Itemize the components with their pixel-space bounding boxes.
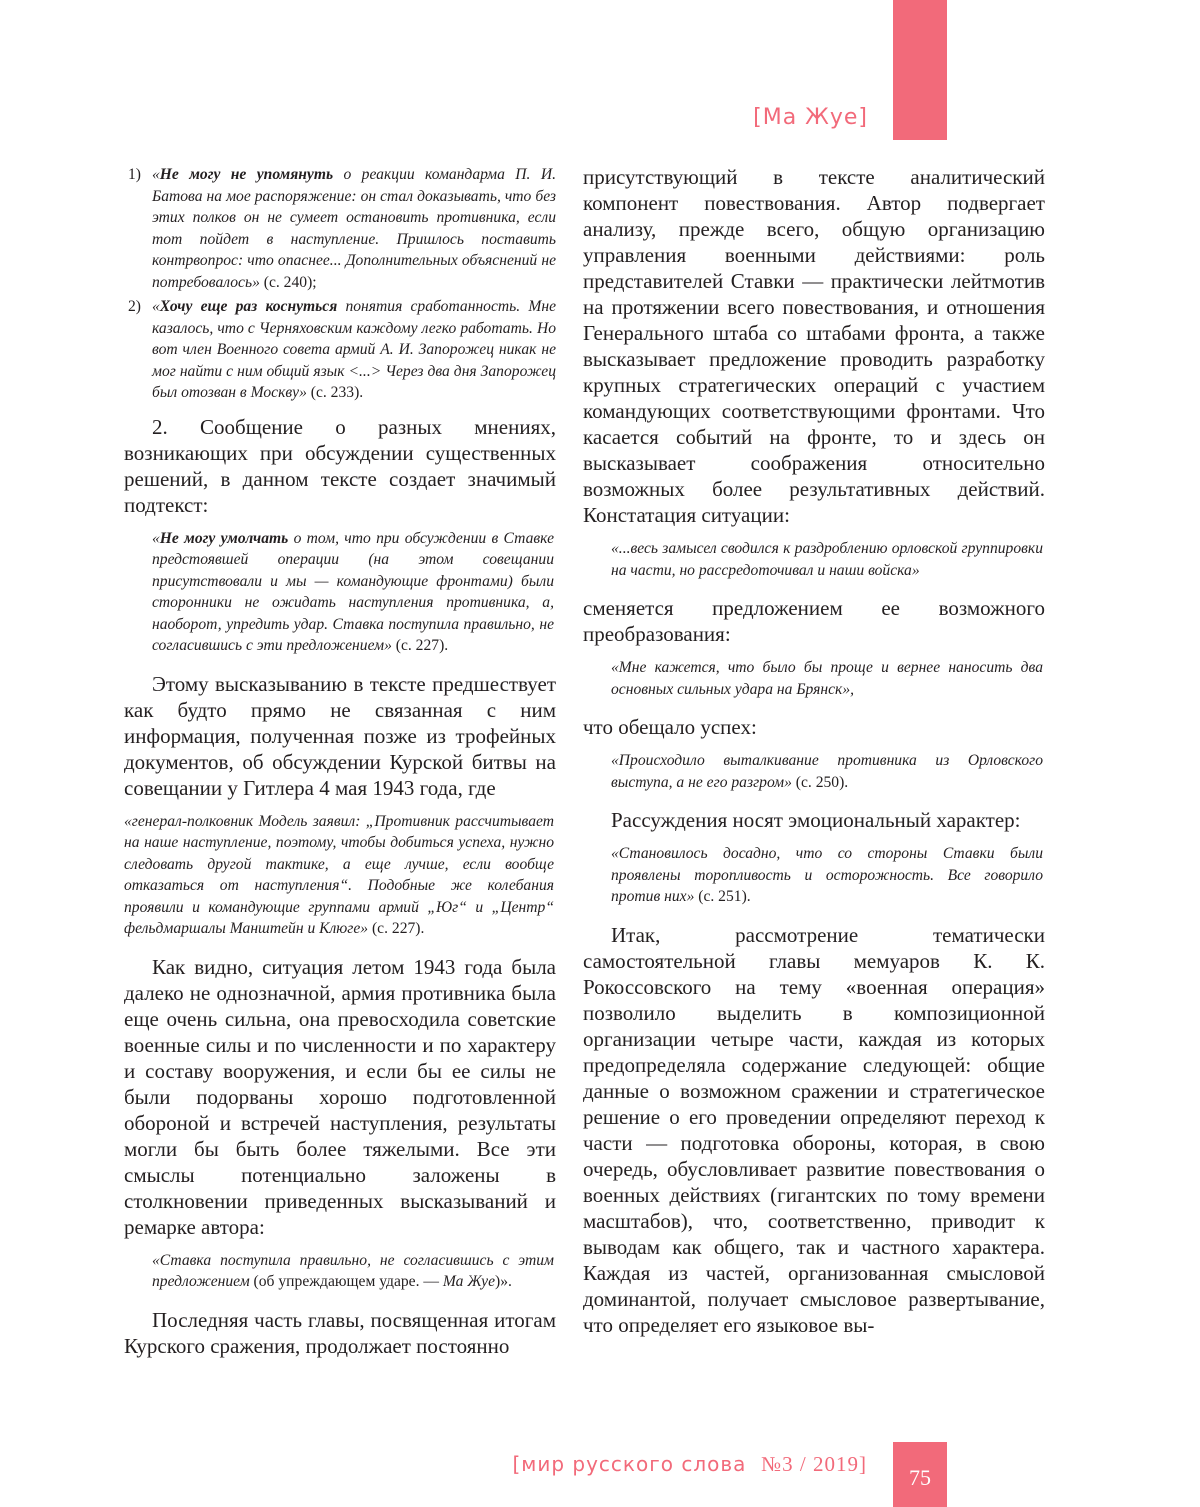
right-column [583,164,1045,1348]
page-ref: (с. 227). [391,637,449,654]
paragraph: 2. Сообщение о разных мнениях, возникающих при обсуждении существенных решений, в данном тексте создает значимый подтекст: [124,414,556,517]
block-quote: «Мне кажется, что было бы проще и вернее наносить два основных сильных удара на Брянск», [611,659,1043,698]
block-quote: «Становилось досадно, что со стороны Ставки были проявлены торопливость и осторожность. Все говорило против них» (с. 251). [611,845,1043,905]
page-ref: (с. 227). [368,920,425,937]
page-ref: (с. 250). [791,773,849,791]
example-list [124,164,556,404]
author-name: Ма Жуе [442,1273,496,1290]
block-quote: «Не могу умолчать о том, что при обсуждении в Ставке предстоявшей операции (на этом совещании присутствовали и мы — командующие фронтами) были сторонники не ожидать наступления противника, а, наоборот, упредить удар. Ставка поступила правильно, не согласившись с эти предложением» (с. 227). [152,529,554,654]
block-quote: «генерал-полковник Модель заявил: „Противник рассчитывает на наше наступление, поэтому, чтобы добиться успеха, нужно следовать другой тактике, а еще лучше, если вообще отказаться от наступления“. Подобные же колебания проявили и командующие группами армий „Юг“ и „Центр“ фельдмаршалы Манштейн и Клюге» (с. 227). [124,812,554,937]
page-ref: (с. 233). [306,384,364,401]
list-item: 1) «Не могу не упомянуть о реакции командарма П. И. Батова на мое распоряжение: он стал доказывать, что без этих полков он не сумеет остановить противника, если тот пойдет в наступление. Пришлось поставить контрвопрос: что опаснее... Дополнительных объяснений не потребовалось» (с. 240); [128,166,556,291]
paragraph: Рассуждения носят эмоциональный характер: [611,808,1021,832]
page-ref: (с. 240); [259,273,317,291]
list-marker: 2) [128,298,141,315]
paragraph: Последняя часть главы, посвященная итогам Курского сражения, продолжает постоянно [124,1307,556,1358]
journal-title: [мир русского слова [512,1452,747,1476]
block-quote: «Происходило выталкивание противника из Орловского выступа, а не его разгром» (с. 250). [611,752,1043,791]
list-item: 2) «Хочу еще раз коснуться понятия сработанность. Мне казалось, что с Черняховским каждому легко работать. Но вот член Военного совета армий А. И. Запорожец никак не мог найти с ним общий язык <...> Через два дня Запорожец был отозван в Москву» (с. 233). [128,298,556,401]
quote-emphasis: Хочу еще раз коснуться [159,298,338,315]
paragraph: Этому высказыванию в тексте предшествует как будто прямо не связанная с ним информация, полученная позже из трофейных документов, об обсуждении Курской битвы на совещании у Гитлера 4 мая 1943 года, где [124,671,556,800]
running-head: [Ма Жуе] [753,105,868,130]
journal-footer [512,1452,867,1477]
list-marker: 1) [128,166,141,183]
paragraph: присутствующий в тексте аналитический компонент повествования. Автор подвергает анализу, прежде всего, общую организацию управления военными действиями: роль представителей Ставки — практически лейтмотив на протяжении всего повествования, и отношения Генерального штаба со штабами фронта, а также высказывает предложение проводить разработку крупных стратегических операций с участием командующих соответствующими фронтами. Что касается событий на фронте, то и здесь он высказывает соображения относительно возможных более результативных действий. Констатация ситуации: [583,165,1045,527]
journal-issue: №3 / 2019] [761,1452,867,1476]
block-quote: «Ставка поступила правильно, не согласившись с этим предложением (об упреждающем ударе. — Ма Жуе)». [152,1251,554,1290]
block-quote: «...весь замысел сводился к раздроблению орловской группировки на части, но рассредоточивал и наши войска» [611,540,1043,579]
page-ref: (с. 251). [694,888,751,905]
paragraph: сменяется предложением ее возможного преобразования: [583,596,1045,646]
paragraph: что обещало успех: [583,715,757,739]
quote-emphasis: Не могу умолчать [159,529,289,547]
page-number: 75 [909,1465,931,1490]
paragraph: Как видно, ситуация летом 1943 года была далеко не однозначной, армия противника была еще очень сильна, она превосходила советские военные силы и по численности и по характеру и составу вооружения, и если бы ее силы не были подорваны хорошо подготовленной обороной и встречей наступления, результаты могли бы быть более тяжелыми. Все эти смыслы потенциально заложены в столкновении приведенных высказываний и ремарке автора: [124,954,556,1239]
left-column [124,164,556,1369]
quote-emphasis: Не могу не упомянуть [159,166,334,183]
accent-bar-top [893,0,947,140]
paragraph: Итак, рассмотрение тематически самостоятельной главы мемуаров К. К. Рокоссовского на тему «военная операция» позволило выделить в композиционной организации четыре части, каждая из которых предопределяла содержание следующей: общие данные о возможном сражении и стратегическое решение о его проведении определяют переход к части — подготовка обороны, которая, в свою очередь, обусловливает развитие повествования о военных действиях (гигантских по тому времени масштабов), что, соответственно, приводит к выводам как общего, так и частного характера. Каждая из частей, организованная смысловой доминантой, получает смысловое развертывание, что определяет его языковое вы- [583,922,1045,1337]
